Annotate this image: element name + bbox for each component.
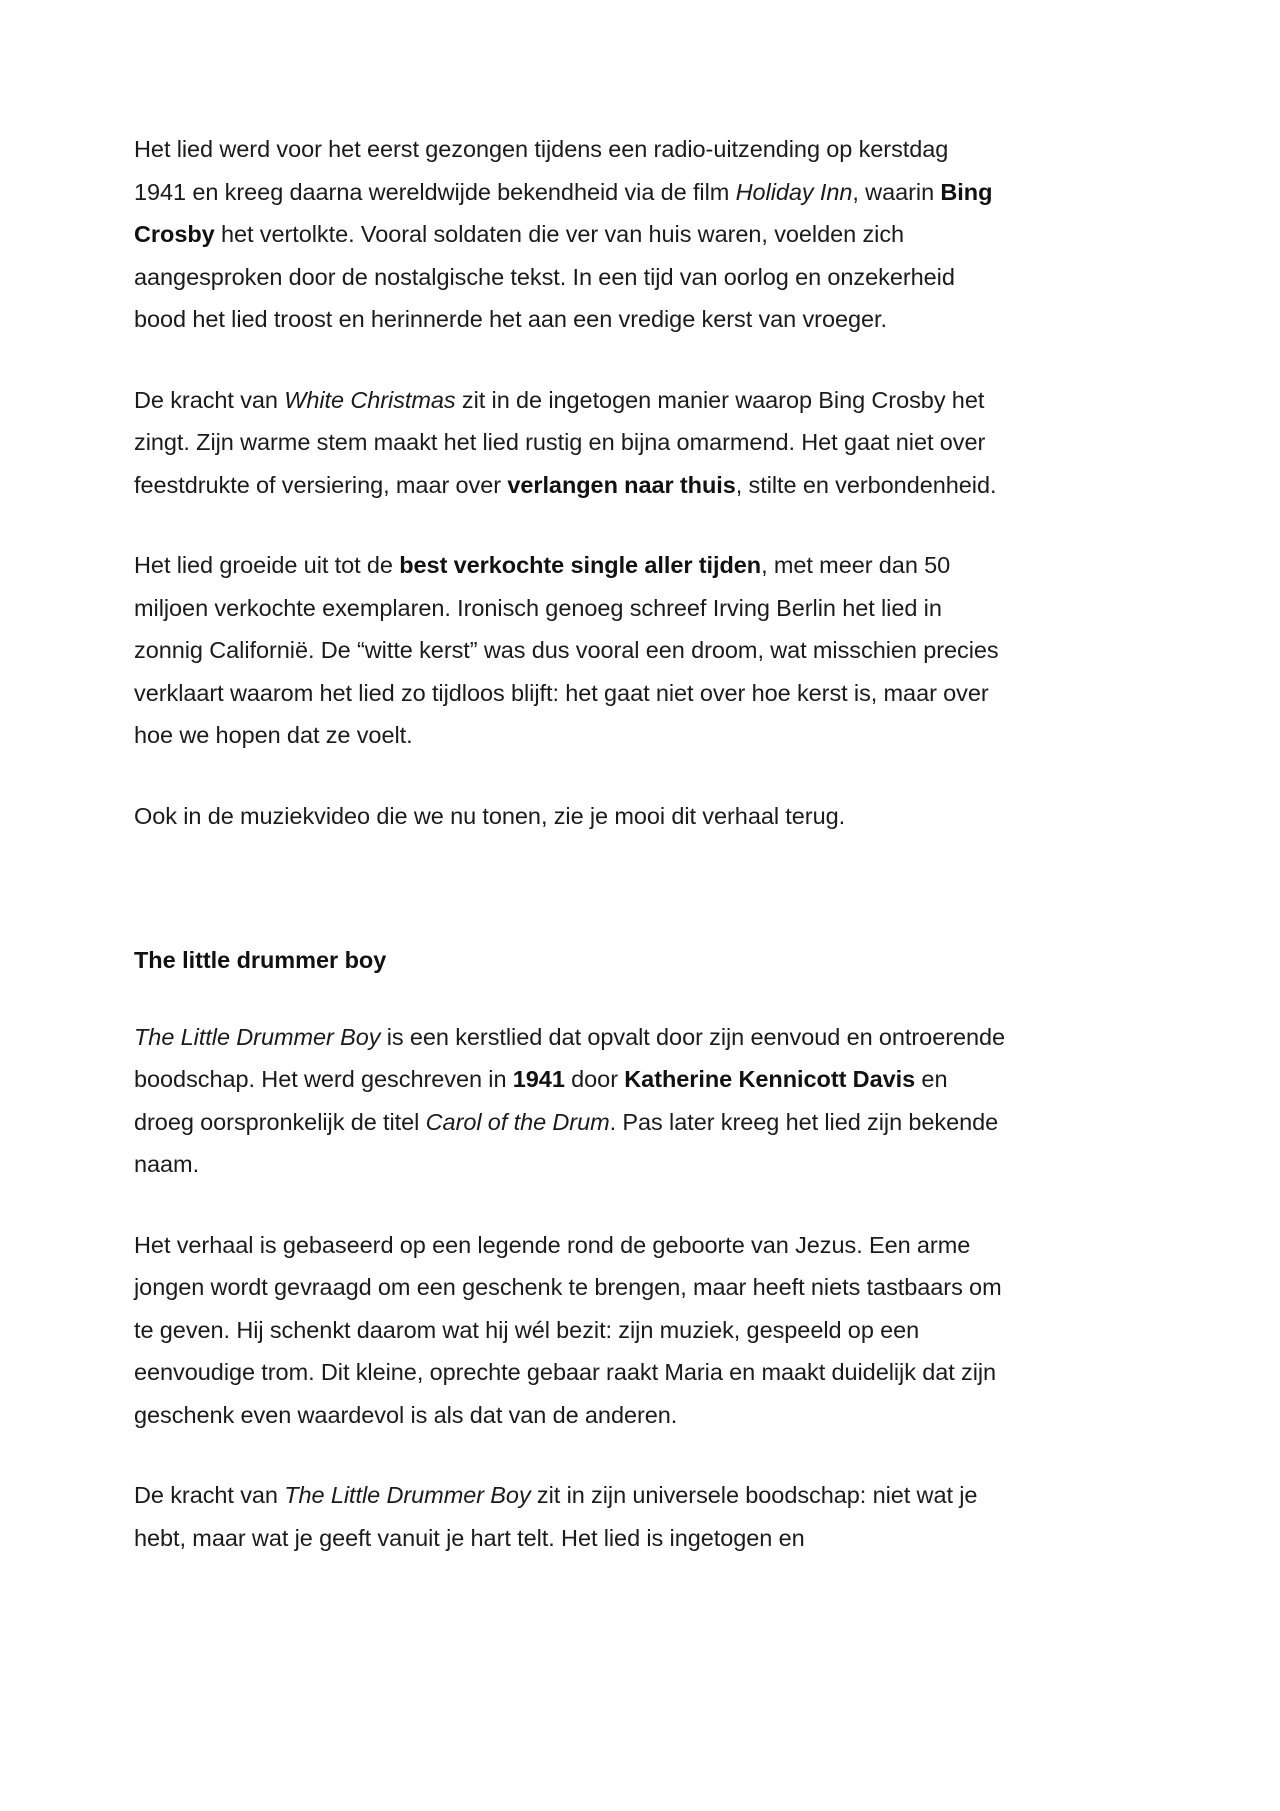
- paragraph-white-christmas-sales: [134, 544, 1006, 757]
- text-run: , waarin: [852, 178, 941, 205]
- text-run: . Pas later kreeg het lied zijn bekende naam.: [134, 1108, 999, 1177]
- document-body: [134, 128, 1006, 1559]
- emphasis-bold: 1941: [512, 1066, 565, 1092]
- emphasis-italic: White Christmas: [284, 386, 456, 413]
- text-run: zit in de ingetogen manier waarop Bing Crosby het zingt. Zijn warme stem maakt het lied rustig en bijna omarmend. Het gaat niet over feestdrukte of versiering, maar over: [134, 386, 986, 498]
- emphasis-bold: verlangen naar thuis: [507, 471, 736, 498]
- text-run: , met meer dan 50 miljoen verkochte exemplaren. Ironisch genoeg schreef Irving Berlin het lied in zonnig Californië. De “witte kerst” was dus vooral een droom, wat misschien precies verklaart waarom het lied zo tijdloos blijft: het gaat niet over hoe kerst is, maar over hoe we hopen dat ze voelt.: [134, 552, 999, 748]
- text-run: het vertolkte. Vooral soldaten die ver van huis waren, voelden zich aangesproken door de nostalgische tekst. In een tijd van oorlog en onzekerheid bood het lied troost en herinnerde het aan een vredige kerst van vroeger.: [134, 221, 955, 332]
- text-run: Het verhaal is gebaseerd op een legende rond de geboorte van Jezus. Een arme jongen wordt gevraagd om een geschenk te brengen, maar heeft niets tastbaars om te geven. Hij schenkt daarom wat hij wél bezit: zijn muziek, gespeeld op een eenvoudige trom. Dit kleine, oprechte gebaar raakt Maria en maakt duidelijk dat zijn geschenk even waardevol is als dat van de anderen.: [134, 1231, 1002, 1428]
- text-run: , stilte en verbondenheid.: [735, 471, 997, 498]
- emphasis-italic: Carol of the Drum: [425, 1108, 610, 1135]
- emphasis-italic: Holiday Inn: [735, 178, 853, 205]
- text-run: De kracht van: [134, 1482, 285, 1508]
- text-run: De kracht van: [134, 386, 285, 413]
- paragraph-drummer-legend: [134, 1224, 1006, 1437]
- text-run: Het lied groeide uit tot de: [134, 552, 400, 578]
- emphasis-bold: Katherine Kennicott Davis: [624, 1066, 916, 1092]
- emphasis-italic: The Little Drummer Boy: [134, 1023, 381, 1050]
- text-run: Het lied werd voor het eerst gezongen tijdens een radio-uitzending op kerstdag 1941 en kreeg daarna wereldwijde bekendheid via de film: [134, 136, 949, 205]
- text-run: Ook in de muziekvideo die we nu tonen, zie je mooi dit verhaal terug.: [134, 802, 846, 829]
- text-run: door: [564, 1066, 625, 1092]
- paragraph-white-christmas-origin: [134, 128, 1006, 341]
- text-run: is een kerstlied dat opvalt door zijn eenvoud en ontroerende boodschap. Het werd geschreven in: [134, 1023, 1006, 1092]
- emphasis-bold: Bing Crosby: [134, 178, 993, 247]
- heading-little-drummer-boy: The little drummer boy: [134, 947, 387, 973]
- paragraph-music-video: [134, 795, 1006, 838]
- text-run: zit in zijn universele boodschap: niet wat je hebt, maar wat je geeft vanuit je hart telt. Het lied is ingetogen en: [134, 1482, 978, 1551]
- text-run: en droeg oorspronkelijk de titel: [134, 1066, 948, 1135]
- paragraph-drummer-intro: [134, 1016, 1006, 1186]
- paragraph-drummer-message: [134, 1474, 1006, 1559]
- paragraph-white-christmas-power: [134, 379, 1006, 507]
- emphasis-italic: The Little Drummer Boy: [284, 1482, 531, 1508]
- section-divider-spacer: [134, 875, 1006, 939]
- emphasis-bold: best verkochte single aller tijden: [399, 552, 762, 578]
